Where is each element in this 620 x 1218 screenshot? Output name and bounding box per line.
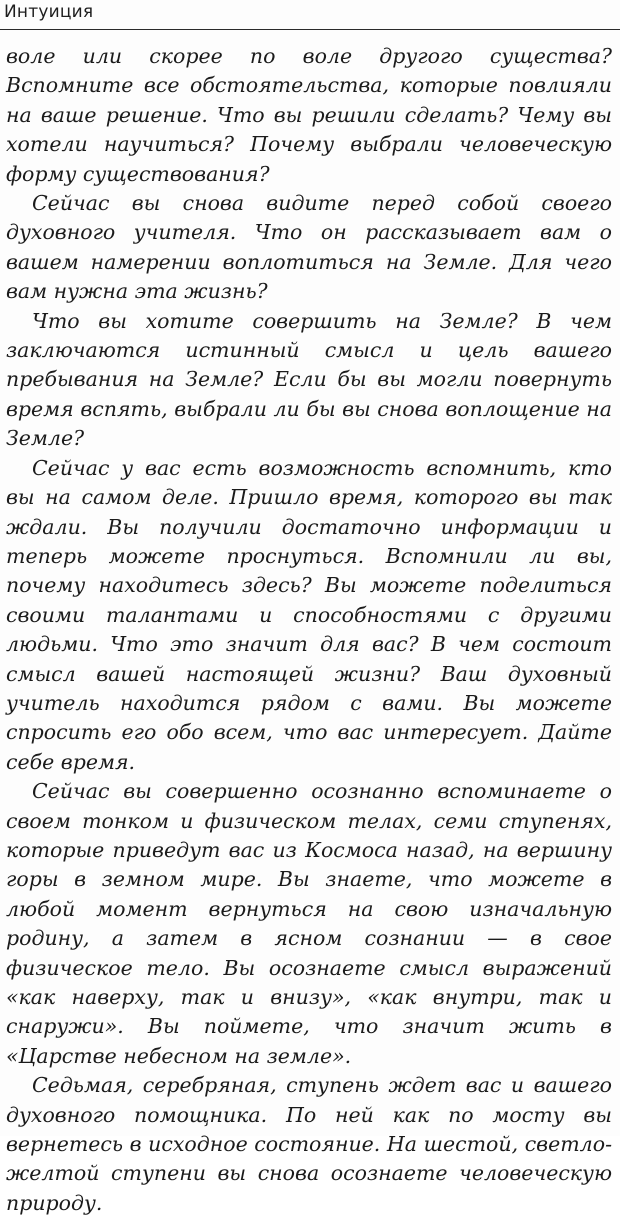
paragraph: Сейчас вы снова видите перед собой своего духовного учителя. Что он рассказывает вам о вашем намерении воплотиться на Земле. Для чего вам нужна эта жизнь? xyxy=(6,191,612,304)
running-header xyxy=(0,0,620,30)
paragraph: Сейчас у вас есть возможность вспомнить, кто вы на самом деле. Пришло время, которого вы так ждали. Вы получили достаточно информации и теперь можете проснуться. Вспомнили ли вы, почему находитесь здесь? Вы можете поделиться своими талантами и способностями с другими людьми. Что это значит для вас? В чем состоит смысл вашей настоящей жизни? Ваш духовный учитель находится рядом с вами. Вы можете спросить его обо всем, что вас интересует. Дайте себе время. xyxy=(6,455,612,774)
paragraph: Седьмая, серебряная, ступень ждет вас и вашего духовного помощника. По ней как по мосту вы вернетесь в исходное состояние. На шестой, светло-желтой ступени вы снова осознаете человеческую природу. xyxy=(6,1073,612,1215)
header-title: Интуиция xyxy=(4,2,94,22)
body-text xyxy=(6,42,612,1218)
paragraph: Сейчас вы совершенно осознанно вспоминаете о своем тонком и физическом телах, семи ступенях, которые приведут вас из Космоса назад, на вершину горы в земном мире. Вы знаете, что можете в любой момент вернуться на свою изначальную родину, а затем в ясном сознании — в свое физическое тело. Вы осознаете смысл выражений «как наверху, так и внизу», «как внутри, так и снаружи». Вы поймете, что значит жить в «Царстве небесном на земле». xyxy=(6,779,612,1068)
paragraph: Что вы хотите совершить на Земле? В чем заключаются истинный смысл и цель вашего пребывания на Земле? Если бы вы могли повернуть время вспять, выбрали ли бы вы снова воплощение на Земле? xyxy=(6,308,612,451)
paragraph-continuation: воле или скорее по воле другого существа? Вспомните все обстоятельства, которые повлияли на ваше решение. Что вы решили сделать? Чему вы хотели научиться? Почему выбрали человеческую форму существования? xyxy=(6,44,612,186)
